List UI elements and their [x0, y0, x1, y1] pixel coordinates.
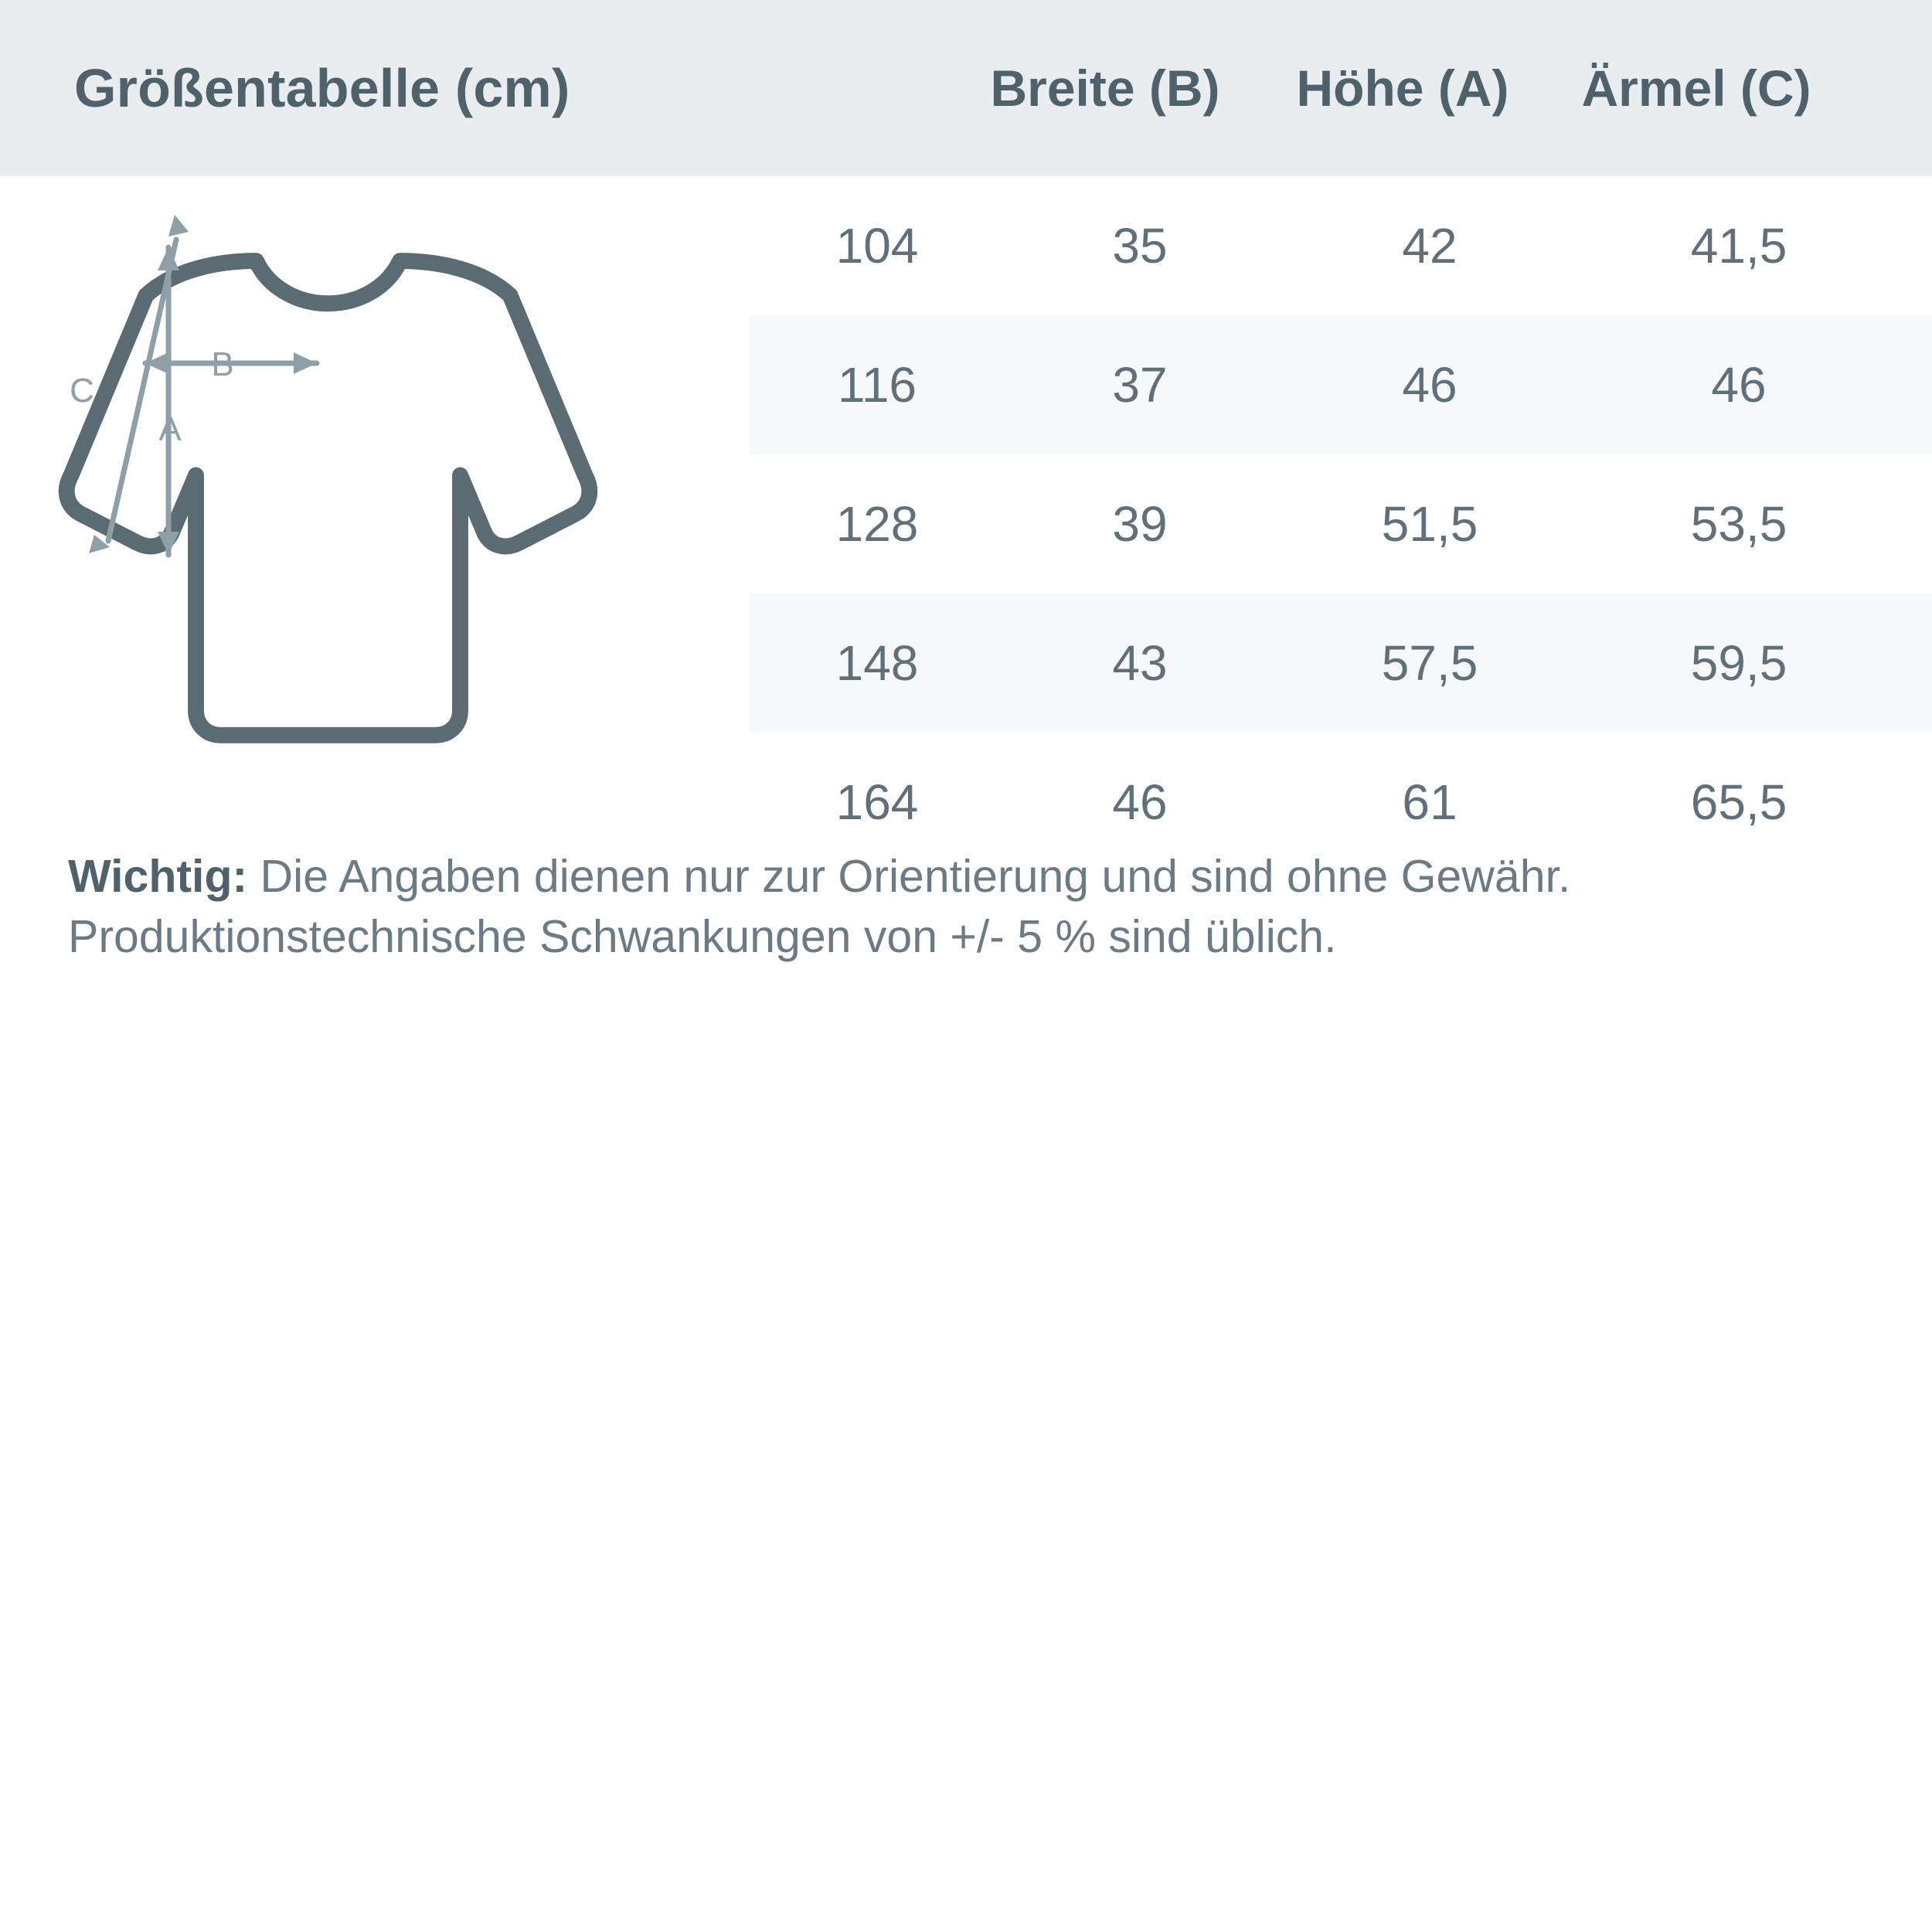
disclaimer-line-2: Produktionstechnische Schwankungen von +/- 5 % sind üblich. [68, 911, 1337, 963]
cell-size: 164 [835, 774, 919, 830]
cell-width: 37 [1112, 357, 1168, 413]
cell-size: 116 [837, 357, 917, 413]
size-table [750, 176, 1932, 872]
cell-height: 51,5 [1381, 496, 1478, 552]
table-row [750, 176, 1932, 315]
disclaimer-note [68, 846, 1876, 968]
cell-size: 128 [835, 496, 919, 552]
disclaimer-label: Wichtig: [68, 851, 248, 902]
diagram-label-c: C [70, 372, 94, 410]
cell-size: 148 [835, 635, 919, 691]
cell-width: 46 [1112, 774, 1168, 830]
cell-sleeve: 59,5 [1690, 635, 1787, 691]
table-row [750, 454, 1932, 594]
pullover-outline-icon [66, 261, 590, 736]
column-header-width: Breite (B) [990, 60, 1220, 117]
pullover-measurement-diagram [31, 209, 750, 796]
cell-sleeve: 41,5 [1690, 218, 1787, 274]
cell-sleeve: 65,5 [1690, 774, 1787, 830]
table-header [0, 0, 1932, 176]
cell-sleeve: 53,5 [1690, 496, 1787, 552]
cell-height: 61 [1402, 774, 1458, 830]
diagram-label-a: A [158, 410, 182, 448]
page-title: Größentabelle (cm) [74, 58, 570, 118]
cell-height: 42 [1402, 218, 1458, 274]
cell-width: 39 [1112, 496, 1168, 552]
cell-size: 104 [835, 218, 919, 274]
cell-height: 46 [1402, 357, 1458, 413]
column-header-height: Höhe (A) [1296, 60, 1509, 117]
table-row [750, 315, 1932, 454]
table-row [750, 594, 1932, 733]
cell-width: 35 [1112, 218, 1168, 274]
cell-width: 43 [1112, 635, 1168, 691]
disclaimer-line-1: Die Angaben dienen nur zur Orientierung und sind ohne Gewähr. [247, 851, 1571, 902]
cell-sleeve: 46 [1711, 357, 1767, 413]
column-header-sleeve: Ärmel (C) [1581, 60, 1811, 117]
diagram-label-b: B [211, 345, 234, 383]
column-headers [951, 0, 1932, 176]
cell-height: 57,5 [1381, 635, 1478, 691]
